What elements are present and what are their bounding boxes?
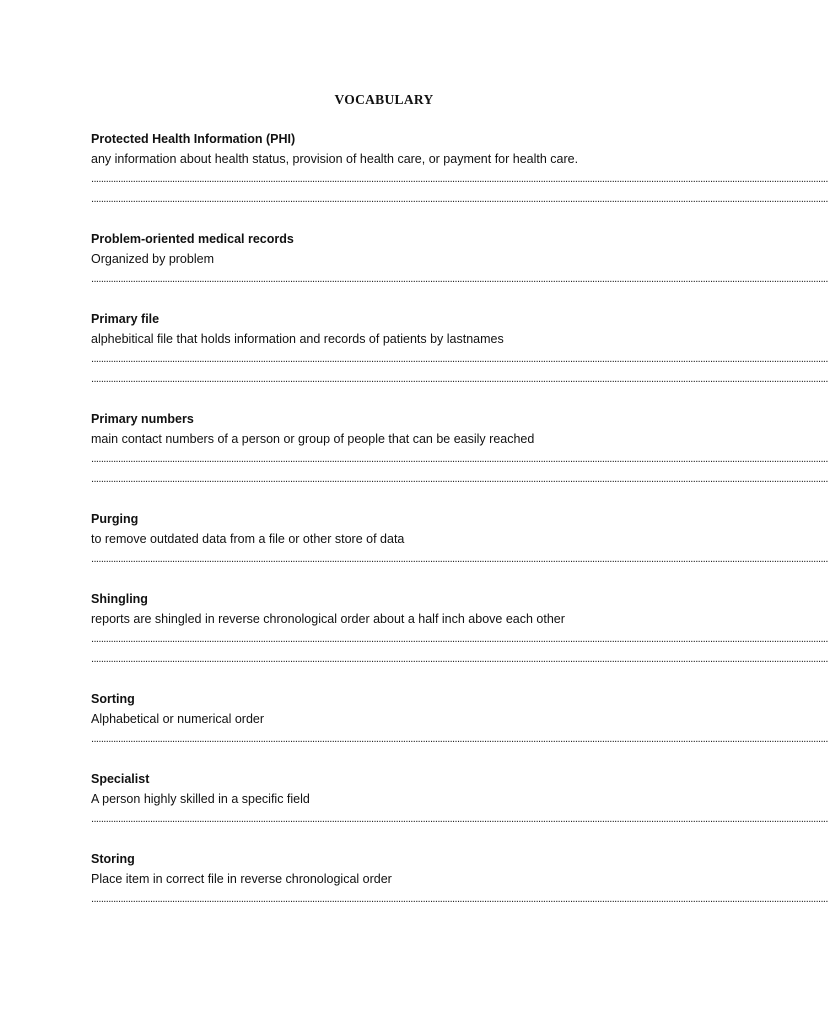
dotted-answer-line: ............................................................................................................................................................................................................................................................................................................ (91, 813, 828, 825)
term-label: Specialist (91, 772, 150, 786)
definition-text: Place item in correct file in reverse chronological order (91, 872, 392, 886)
definition-text: main contact numbers of a person or group of people that can be easily reached (91, 432, 535, 446)
term-label: Primary file (91, 312, 160, 326)
definition-text: reports are shingled in reverse chronological order about a half inch above each other (91, 612, 565, 626)
dotted-answer-line: ............................................................................................................................................................................................................................................................................................................ (91, 453, 828, 465)
term-label: Storing (91, 852, 135, 866)
vocabulary-entry-shingling (91, 589, 828, 669)
dotted-answer-line: ............................................................................................................................................................................................................................................................................................................ (91, 553, 828, 565)
vocabulary-entry-sorting (91, 689, 828, 749)
page-title: VOCABULARY (334, 92, 434, 107)
definition-text: to remove outdated data from a file or other store of data (91, 532, 405, 546)
definition-text: Organized by problem (91, 252, 214, 266)
definition-text: A person highly skilled in a specific field (91, 792, 310, 806)
term-label: Primary numbers (91, 412, 194, 426)
vocabulary-entry-phi (91, 129, 828, 209)
dotted-answer-line: ............................................................................................................................................................................................................................................................................................................ (91, 633, 828, 645)
term-label: Sorting (91, 692, 135, 706)
dotted-answer-line: ............................................................................................................................................................................................................................................................................................................ (91, 193, 828, 205)
term-label: Protected Health Information (PHI) (91, 132, 296, 146)
vocabulary-entry-problem-oriented-medical-records (91, 229, 828, 289)
term-label: Problem-oriented medical records (91, 232, 294, 246)
dotted-answer-line: ............................................................................................................................................................................................................................................................................................................ (91, 353, 828, 365)
definition-text: Alphabetical or numerical order (91, 712, 265, 726)
definition-text: any information about health status, provision of health care, or payment for health care. (91, 152, 579, 166)
vocabulary-entry-storing (91, 849, 828, 909)
vocabulary-entry-primary-file (91, 309, 828, 389)
dotted-answer-line: ............................................................................................................................................................................................................................................................................................................ (91, 733, 828, 745)
vocabulary-entry-primary-numbers (91, 409, 828, 489)
term-label: Shingling (91, 592, 148, 606)
term-label: Purging (91, 512, 139, 526)
dotted-answer-line: ............................................................................................................................................................................................................................................................................................................ (91, 273, 828, 285)
dotted-answer-line: ............................................................................................................................................................................................................................................................................................................ (91, 473, 828, 485)
dotted-answer-line: ............................................................................................................................................................................................................................................................................................................ (91, 173, 828, 185)
vocabulary-entry-purging (91, 509, 828, 569)
definition-text: alphebitical file that holds information and records of patients by lastnames (91, 332, 504, 346)
dotted-answer-line: ............................................................................................................................................................................................................................................................................................................ (91, 893, 828, 905)
dotted-answer-line: ............................................................................................................................................................................................................................................................................................................ (91, 373, 828, 385)
vocabulary-entry-specialist (91, 769, 828, 829)
dotted-answer-line: ............................................................................................................................................................................................................................................................................................................ (91, 653, 828, 665)
